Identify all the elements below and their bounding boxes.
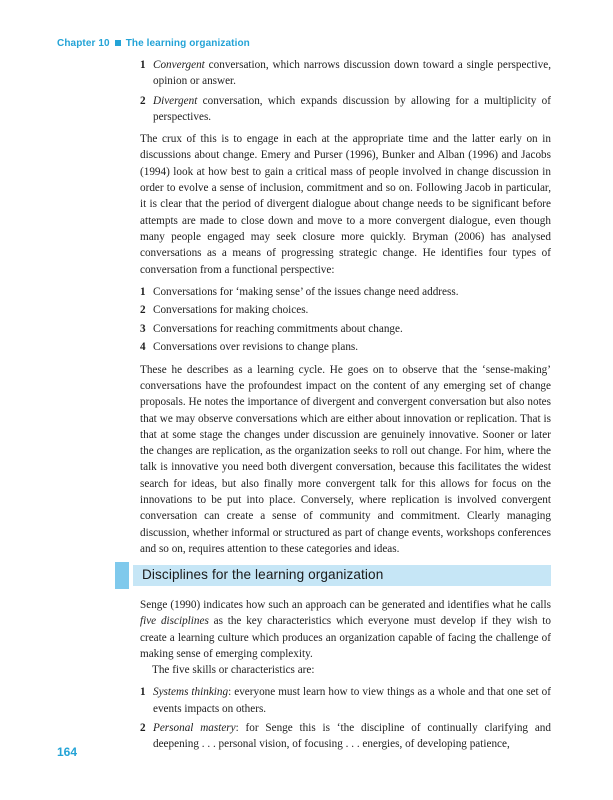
list-text: conversation, which narrows discussion down toward a single perspective, opinion or answer. (153, 59, 551, 88)
list-item (140, 321, 551, 337)
list-term: Personal mastery (153, 722, 236, 735)
list-item (140, 684, 551, 717)
list-text: conversation, which expands discussion by allowing for a multiplicity of perspectives. (153, 94, 551, 123)
list-term: Divergent (153, 94, 198, 107)
list-term: Systems thinking (153, 686, 229, 699)
main-text-block (140, 57, 551, 563)
paragraph (140, 597, 551, 662)
list-number: 4 (140, 341, 146, 354)
list-term: Convergent (153, 59, 205, 71)
paragraph-text: Senge (1990) indicates how such an approach can be generated and identifies what he calls (140, 599, 551, 611)
chapter-title: The learning organization (125, 38, 250, 49)
list-text: Conversations over revisions to change plans. (153, 341, 359, 354)
page-number: 164 (57, 745, 78, 759)
list-item (140, 93, 551, 126)
list-number: 1 (140, 59, 146, 71)
heading-marker-icon (115, 562, 133, 589)
list-text: Conversations for ‘making sense’ of the issues change need address. (153, 285, 459, 298)
list-item (140, 339, 551, 355)
list-item (140, 302, 551, 318)
functional-conversations-list (140, 284, 551, 356)
square-separator-icon (115, 40, 121, 46)
list-number: 2 (140, 304, 146, 317)
list-number: 2 (140, 94, 146, 107)
conversation-types-list (140, 57, 551, 125)
emphasis-text: five disciplines (140, 615, 209, 628)
list-number: 1 (140, 285, 146, 298)
running-head (57, 38, 250, 49)
list-item (140, 284, 551, 300)
paragraph: These he describes as a learning cycle. He goes on to observe that the ‘sense-making’ conversations have the profoundest impact on the content of any emerging set of change proposals. He notes the importance of divergent and convergent conversation but also notes that we may observe conversations which are either about innovation or replication. That is that at some stage the changes under discussion are genuinely innovative. Sooner or later the changes are replication, as the organization seeks to roll out change. For him, where the talk is innovative you need both divergent conversation, because this facilitates the widest search for ideas, but also finally more convergent talk for this allows for focus on the innovations to be put into place. Conversely, where replication is involved convergent conversation can create a sense of community and commitment. Clearly managing discussion, whether informal or structured as part of change events, workshops conferences and so on, requires attention to these categories and ideas. (140, 363, 551, 555)
paragraph-text: as the key characteristics which everyone must develop if they wish to create a learning culture which produces an organization capable of facing the challenge of making sense of emerging complexity. (140, 615, 551, 660)
list-number: 2 (140, 722, 146, 735)
list-text: Conversations for making choices. (153, 304, 309, 317)
list-text: : everyone must learn how to view things as a whole and that one set of events impacts on others. (153, 686, 551, 715)
five-disciplines-list (140, 684, 551, 752)
chapter-label: Chapter 10 (57, 38, 110, 49)
list-text: Conversations for reaching commitments about change. (153, 322, 403, 335)
list-number: 3 (140, 322, 146, 335)
paragraph: The crux of this is to engage in each at the appropriate time and the latter early on in discussions about change. Emery and Purser (1996), Bunker and Alban (1996) and Jacobs (1994) look at how best to gain a critical mass of people involved in change discussion in order to evolve a sense of inclusion, commitment and so on. Following Jacob in particular, it is clear that the period of divergent dialogue about change needs to be significant before attempts are made to close down and move to a more convergent dialogue, even though many people engaged may seek closure more quickly. Bryman (2006) has analysed conversations as a means of progressing strategic change. He identifies four types of conversation from a functional perspective: (140, 133, 551, 276)
list-number: 1 (140, 686, 146, 699)
list-item (140, 57, 551, 90)
paragraph: The five skills or characteristics are: (152, 664, 315, 677)
section-text-block (140, 597, 551, 756)
section-heading: Disciplines for the learning organization (142, 567, 384, 582)
list-text: : for Senge this is ‘the discipline of continually clarifying and deepening . . . personal vision, of focusing . . . energies, of developing patience, (153, 722, 551, 751)
section-heading-band (115, 565, 551, 586)
list-item (140, 720, 551, 753)
